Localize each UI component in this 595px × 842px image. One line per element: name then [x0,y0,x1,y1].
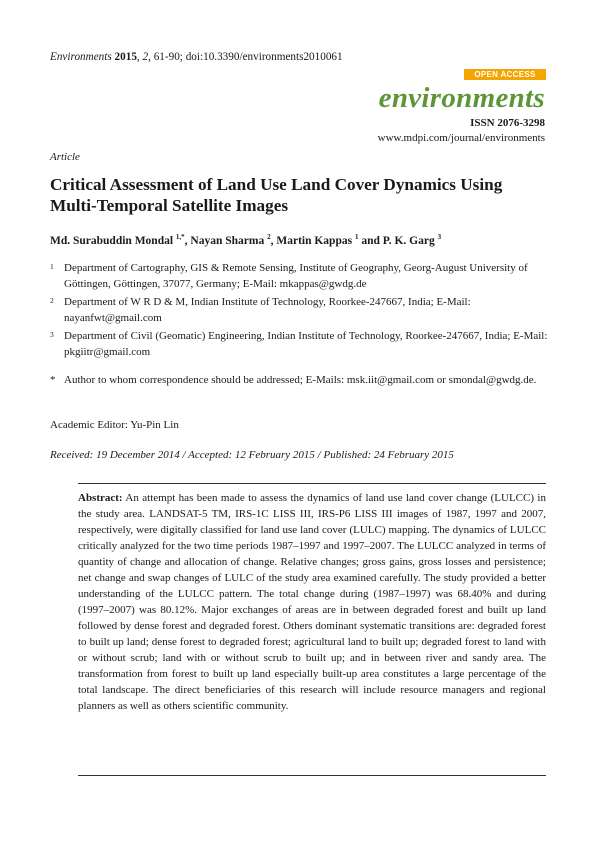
affiliation-list [50,260,550,362]
article-type: Article [50,151,80,163]
abstract-text: An attempt has been made to assess the dynamics of land use land cover change (LULCC) in the study area. LANDSAT-5 TM, IRS-1C LISS III, IRS-P6 LISS III images of 1987, 1997 and 2007, respectively, were digitally classified for land use land cover (LULC) mapping. The dynamics of LULCC critically analyzed for the two time periods 1987–1997 and 1997–2007. The LULCC analyzed in terms of quantity of change and allocation of change. Relative changes; gross gains, gross losses and persistence; net change and swap changes of LULC of the study area examined carefully. The study provided a better understanding of the LULCC pattern. The total change during (1987–1997) was 68.40% and during (1997–2007) was 80.12%. Major exchanges of areas are in between degraded forest and built up land followed by dense forest and degraded forest. Others dominant systematic transitions are: degraded forest to built up land; dense forest to degraded forest; agricultural land to built up; degraded forest to land with or without scrub; land with or without scrub to built up; and in between river and sandy area. The transformation from forest to built up land especially built-up area constitutes a large percentage of the total landscape. The direct beneficiaries of this research will include resource managers and regional planners as well as others scientific community. [78,492,546,712]
journal-logo-text: environments [378,82,545,114]
author-affil-sup: 3 [437,233,442,241]
affiliation-text: Department of Civil (Geomatic) Engineering, Indian Institute of Technology, Roorkee-247667, India; E-Mail: pkgiitr@gmail.com [64,330,548,358]
publication-dates: Received: 19 December 2014 / Accepted: 12 February 2015 / Published: 24 February 2015 [50,449,454,461]
citation-doi: , 61-90; doi:10.3390/environments2010061 [148,51,343,63]
article-title: Critical Assessment of Land Use Land Cover Dynamics Using Multi-Temporal Satellite Images [50,175,503,215]
citation-line: Environments 2015, 2, 61-90; doi:10.3390/environments2010061 [50,51,343,63]
author-affil-sup: 1,* [175,233,185,241]
correspondence-star: * [50,374,56,386]
citation-volume: 2 [142,51,149,63]
author-list [50,233,550,247]
correspondence-text: Author to whom correspondence should be addressed; E-Mails: msk.iit@gmail.com or smondal@gwdg.de. [64,374,537,386]
open-access-badge: OPEN ACCESS [464,69,546,80]
author-separator: and [358,234,383,247]
issn: ISSN 2076-3298 [470,117,545,129]
author-name[interactable]: P. K. Garg [382,234,435,247]
author-separator: , [184,234,191,247]
affiliation-text: Department of Cartography, GIS & Remote Sensing, Institute of Geography, Georg-August University of Göttingen, Göttingen, 37077, Germany; E-Mail: mkappas@gwdg.de [64,262,528,290]
citation-year: 2015 [114,51,137,63]
author-separator: , [270,234,277,247]
affiliation-number: 1 [50,262,54,271]
abstract-bottom-rule [78,775,546,776]
affiliation-item [50,294,550,326]
affiliation-number: 3 [50,330,54,339]
author-affil-sup: 1 [354,233,359,241]
journal-url-link[interactable]: www.mdpi.com/journal/environments [377,132,545,144]
abstract-block [78,490,546,714]
author-affil-sup: 2 [267,233,271,241]
affiliation-item [50,260,550,292]
affiliation-text: Department of W R D & M, Indian Institute of Technology, Roorkee-247667, India; E-Mail: nayanfwt@gmail.com [64,296,471,324]
author-name[interactable]: Md. Surabuddin Mondal [50,234,174,247]
abstract-label: Abstract: [78,492,123,504]
correspondence-note [50,372,550,388]
author-name[interactable]: Nayan Sharma [190,234,265,247]
affiliation-number: 2 [50,296,54,305]
citation-journal: Environments [50,51,112,63]
author-name[interactable]: Martin Kappas [276,234,353,247]
affiliation-item [50,328,550,360]
abstract-top-rule [78,483,546,484]
academic-editor: Academic Editor: Yu-Pin Lin [50,419,179,431]
